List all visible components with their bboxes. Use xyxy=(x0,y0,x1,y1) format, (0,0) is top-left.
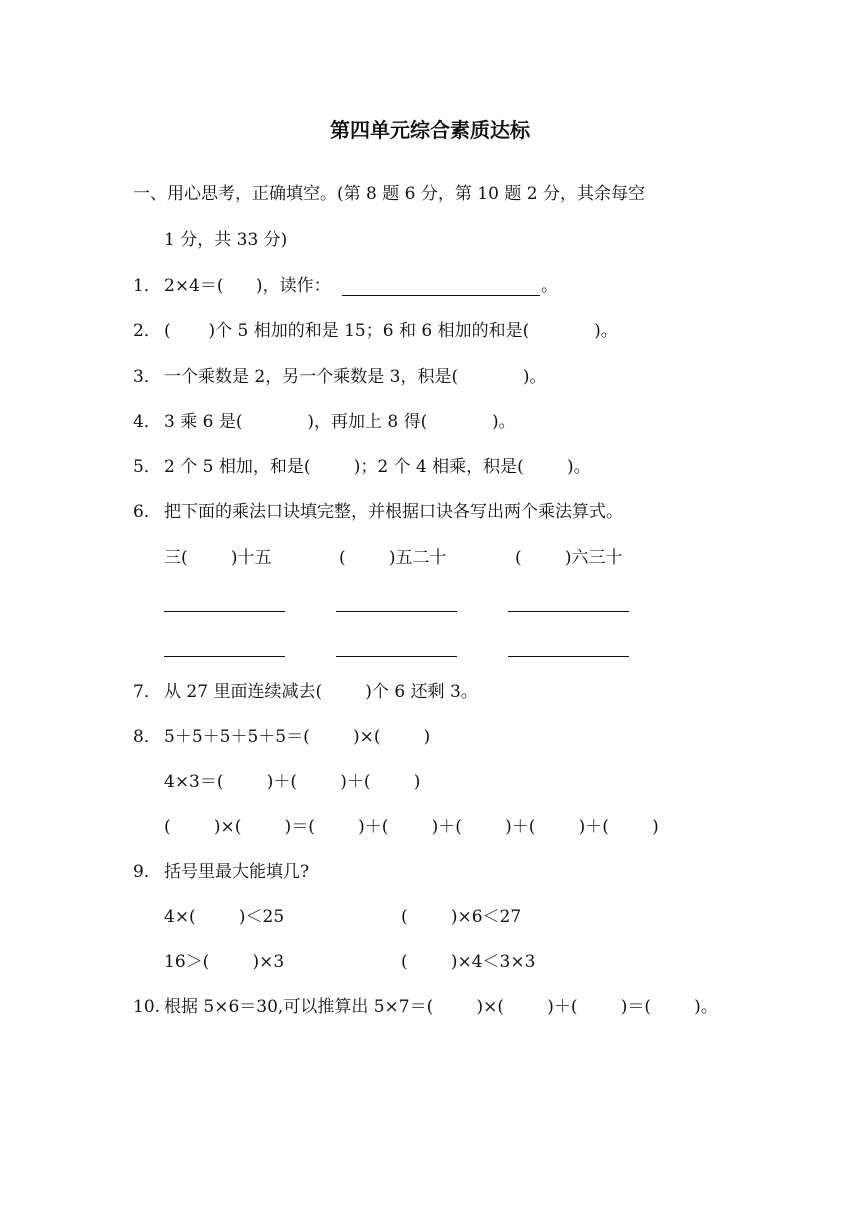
question-1-end: 。 xyxy=(541,276,558,296)
question-8-line-3: ( )×( )＝( )＋( )＋( )＋( )＋( ) xyxy=(164,817,659,837)
question-6-rhyme-2: ( )五二十 xyxy=(339,548,447,568)
question-7-number: 7． xyxy=(133,682,161,702)
question-6-text: 把下面的乘法口诀填完整，并根据口诀各写出两个乘法算式。 xyxy=(164,502,623,522)
question-1-text: 2×4＝( )，读作： xyxy=(164,276,331,296)
question-6-equation-blank-1b[interactable] xyxy=(164,656,285,657)
question-6-rhyme-3: ( )六三十 xyxy=(515,548,623,568)
question-5-text: 2 个 5 相加，和是( )；2 个 4 相乘，积是( )。 xyxy=(164,457,591,477)
question-4-text: 3 乘 6 是( )，再加上 8 得( )。 xyxy=(164,412,516,432)
question-9-item-1: 4×( )＜25 xyxy=(164,907,285,927)
question-8-line-2: 4×3＝( )＋( )＋( ) xyxy=(164,772,421,792)
question-1-answer-blank[interactable] xyxy=(342,295,540,296)
question-9-item-3: 16＞( )×3 xyxy=(164,952,285,972)
question-6-equation-blank-3a[interactable] xyxy=(508,611,629,612)
question-9-item-4: ( )×4＜3×3 xyxy=(401,952,536,972)
question-8-line-1: 5＋5＋5＋5＋5＝( )×( ) xyxy=(164,727,431,747)
question-1-number: 1． xyxy=(133,276,161,296)
section-heading-line1: 一、用心思考，正确填空。(第 8 题 6 分，第 10 题 2 分，其余每空 xyxy=(133,184,645,204)
question-2-number: 2． xyxy=(133,321,161,341)
question-6-equation-blank-2b[interactable] xyxy=(336,656,457,657)
question-10-text: 根据 5×6＝30,可以推算出 5×7＝( )×( )＋( )＝( )。 xyxy=(164,997,718,1017)
question-7-text: 从 27 里面连续减去( )个 6 还剩 3。 xyxy=(164,682,478,702)
question-3-text: 一个乘数是 2，另一个乘数是 3，积是( )。 xyxy=(164,367,547,387)
question-6-number: 6． xyxy=(133,502,161,522)
question-9-item-2: ( )×6＜27 xyxy=(401,907,522,927)
question-9-text: 括号里最大能填几? xyxy=(164,862,310,882)
question-8-number: 8． xyxy=(133,727,161,747)
question-10-number: 10. xyxy=(133,997,161,1017)
question-5-number: 5． xyxy=(133,457,161,477)
question-2-text: ( )个 5 相加的和是 15；6 和 6 相加的和是( )。 xyxy=(164,321,618,341)
question-3-number: 3． xyxy=(133,367,161,387)
section-heading-line2: 1 分，共 33 分) xyxy=(164,230,288,250)
question-6-rhyme-1: 三( )十五 xyxy=(164,548,272,568)
page-title: 第四单元综合素质达标 xyxy=(330,118,530,142)
question-4-number: 4． xyxy=(133,412,161,432)
question-9-number: 9． xyxy=(133,862,161,882)
question-6-equation-blank-2a[interactable] xyxy=(336,611,457,612)
question-6-equation-blank-1a[interactable] xyxy=(164,611,285,612)
question-6-equation-blank-3b[interactable] xyxy=(508,656,629,657)
